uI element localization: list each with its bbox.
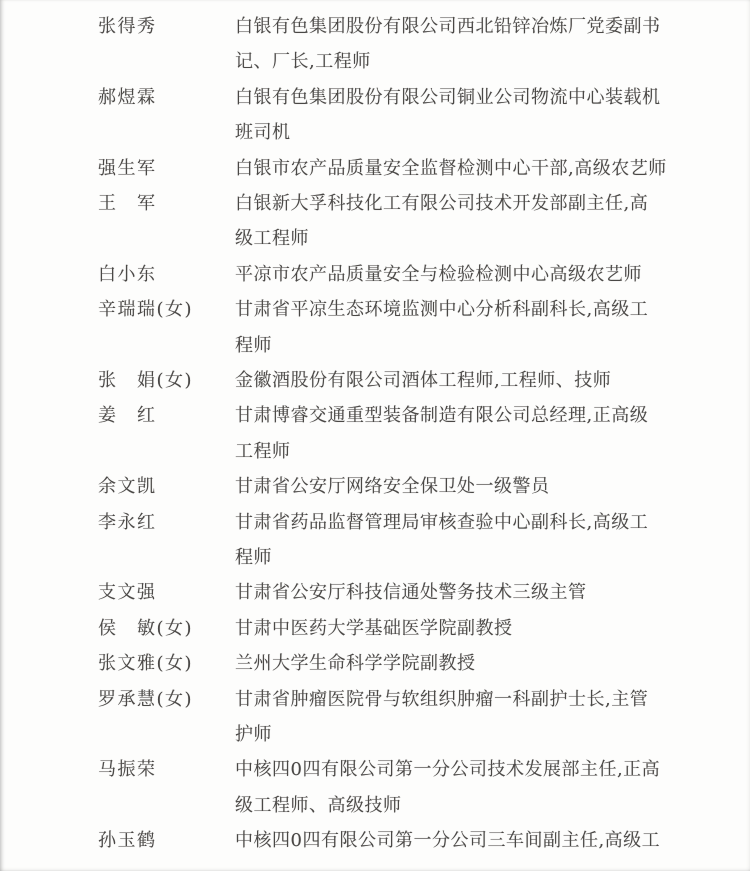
title-line: 甘肃省公安厅网络安全保卫处一级警员 bbox=[235, 476, 550, 498]
title-line: 金徽酒股份有限公司酒体工程师,工程师、技师 bbox=[235, 369, 612, 391]
recipient-list bbox=[98, 9, 718, 859]
list-item bbox=[98, 682, 718, 753]
title-line: 程师 bbox=[235, 546, 272, 568]
person-name: 李永红 bbox=[98, 511, 157, 533]
person-title bbox=[235, 469, 718, 504]
list-item bbox=[98, 823, 718, 858]
person-name: 辛瑞瑞(女) bbox=[98, 299, 194, 321]
title-line: 兰州大学生命科学学院副教授 bbox=[235, 653, 476, 675]
person-title bbox=[235, 505, 718, 576]
list-item bbox=[98, 398, 718, 469]
title-line: 甘肃博睿交通重型装备制造有限公司总经理,正高级 bbox=[235, 405, 649, 427]
person-name: 侯 敏(女) bbox=[98, 617, 194, 639]
list-item bbox=[98, 151, 718, 186]
title-line: 中核四0四有限公司第一分公司技术发展部主任,正高 bbox=[235, 759, 661, 781]
title-line: 甘肃省药品监督管理局审核查验中心副科长,高级工 bbox=[235, 511, 649, 533]
title-line: 平凉市农产品质量安全与检验检测中心高级农艺师 bbox=[235, 263, 642, 285]
list-item bbox=[98, 292, 718, 363]
list-item bbox=[98, 257, 718, 292]
title-line: 白银有色集团股份有限公司西北铅锌冶炼厂党委副书 bbox=[235, 16, 661, 37]
title-line: 甘肃省平凉生态环境监测中心分析科副科长,高级工 bbox=[235, 299, 649, 321]
person-title bbox=[235, 682, 718, 753]
person-title bbox=[235, 151, 718, 186]
person-name: 张 娟(女) bbox=[98, 369, 194, 391]
title-line: 级工程师、高级技师 bbox=[235, 794, 402, 816]
title-line: 中核四0四有限公司第一分公司三车间副主任,高级工 bbox=[235, 830, 661, 852]
title-line: 工程师 bbox=[235, 440, 291, 462]
person-title bbox=[235, 9, 718, 80]
person-title bbox=[235, 80, 718, 151]
title-line: 白银市农产品质量安全监督检测中心干部,高级农艺师 bbox=[235, 157, 667, 179]
title-line: 甘肃省公安厅科技信通处警务技术三级主管 bbox=[235, 582, 587, 604]
title-line: 白银有色集团股份有限公司铜业公司物流中心装载机 bbox=[235, 86, 661, 108]
list-item bbox=[98, 363, 718, 398]
person-name: 张文雅(女) bbox=[98, 653, 194, 675]
person-name: 马振荣 bbox=[98, 759, 157, 781]
title-line: 程师 bbox=[235, 334, 272, 356]
list-item bbox=[98, 752, 718, 823]
person-name: 孙玉鹤 bbox=[98, 830, 157, 852]
person-title bbox=[235, 398, 718, 469]
person-name: 余文凯 bbox=[98, 476, 157, 498]
list-item bbox=[98, 611, 718, 646]
person-name: 郝煜霖 bbox=[98, 86, 157, 108]
person-title bbox=[235, 257, 718, 292]
person-title bbox=[235, 186, 718, 257]
list-item bbox=[98, 186, 718, 257]
title-line: 白银新大孚科技化工有限公司技术开发部副主任,高 bbox=[235, 192, 649, 214]
list-item bbox=[98, 575, 718, 610]
person-name: 姜 红 bbox=[98, 405, 157, 427]
person-title bbox=[235, 752, 718, 823]
title-line: 甘肃省肿瘤医院骨与软组织肿瘤一科副护士长,主管 bbox=[235, 688, 649, 710]
list-item bbox=[98, 646, 718, 681]
title-line: 护师 bbox=[235, 723, 272, 745]
person-title bbox=[235, 611, 718, 646]
title-line: 甘肃中医药大学基础医学院副教授 bbox=[235, 617, 513, 639]
title-line: 记、厂长,工程师 bbox=[235, 51, 371, 73]
person-title bbox=[235, 823, 718, 858]
title-line: 班司机 bbox=[235, 122, 291, 144]
title-line: 级工程师 bbox=[235, 228, 309, 250]
person-name: 张得秀 bbox=[98, 16, 157, 37]
person-name: 强生军 bbox=[98, 157, 157, 179]
person-title bbox=[235, 363, 718, 398]
person-title bbox=[235, 575, 718, 610]
list-item bbox=[98, 505, 718, 576]
person-title bbox=[235, 292, 718, 363]
person-name: 白小东 bbox=[98, 263, 157, 285]
list-item bbox=[98, 469, 718, 504]
person-title bbox=[235, 646, 718, 681]
list-item bbox=[98, 80, 718, 151]
person-name: 罗承慧(女) bbox=[98, 688, 194, 710]
person-name: 王 军 bbox=[98, 192, 157, 214]
person-name: 支文强 bbox=[98, 582, 157, 604]
list-item bbox=[98, 9, 718, 80]
